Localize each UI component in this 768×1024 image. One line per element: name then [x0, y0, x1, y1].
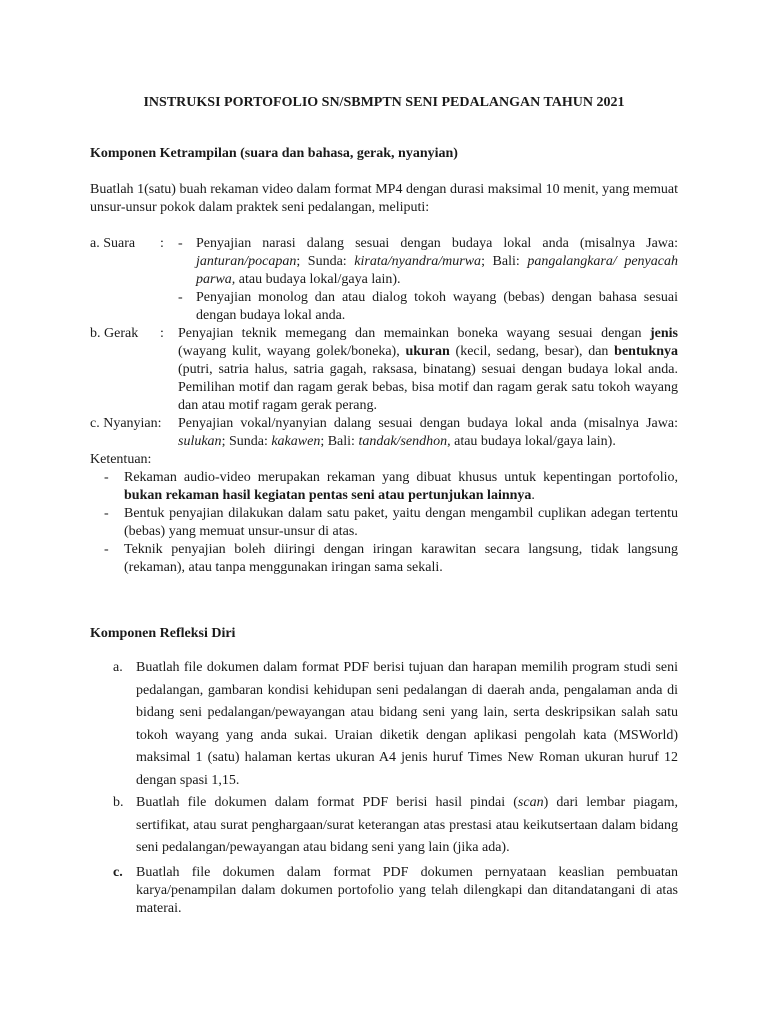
refleksi-item-a-text: Buatlah file dokumen dalam format PDF berisi tujuan dan harapan memilih program studi seni pedalangan, gambaran kondisi kehidupan seni pedalangan di daerah anda, pengalaman anda di bidang seni pedalangan/pewayangan atau bidang seni yang lain, serta deskripsikan salah satu tokoh wayang yang anda sukai. Uraian diketik dengan aplikasi pengolah kata (MSWorld) maksimal 1 (satu) halaman kertas ukuran A4 jenis huruf Times New Roman ukuran huruf 12 dengan spasi 1,15.	[136, 660, 678, 788]
text-run: Buatlah file dokumen dalam format PDF berisi hasil pindai (	[136, 795, 518, 810]
italic-term: kirata/nyandra/murwa	[354, 254, 482, 269]
text-run: .	[531, 488, 535, 503]
ketentuan-item-3	[90, 541, 678, 577]
dash-bullet: -	[104, 542, 109, 557]
italic-term: janturan/pocapan	[196, 254, 297, 269]
text-run: (wayang kulit, wayang golek/boneka),	[178, 344, 406, 359]
refleksi-item-c-text: Buatlah file dokumen dalam format PDF dokumen pernyataan keaslian pembuatan karya/penampilan dalam dokumen portofolio yang telah dilengkapi dan ditandatangani di atas materai.	[136, 865, 678, 916]
section-heading-ketrampilan: Komponen Ketrampilan (suara dan bahasa, gerak, nyanyian)	[90, 146, 458, 161]
dash-bullet: -	[104, 470, 109, 485]
text-run: Rekaman audio-video merupakan rekaman yang dibuat khusus untuk kepentingan portofolio,	[124, 470, 678, 485]
text-run: (kecil, sedang, besar), dan	[449, 344, 615, 359]
suara-subitem-1	[178, 235, 678, 289]
text-run: Teknik penyajian boleh diiringi dengan iringan karawitan secara langsung, tidak langsung (rekaman), atau tanpa menggunakan iringan sama sekali.	[124, 542, 678, 575]
refleksi-item-c	[113, 864, 678, 918]
italic-term: tandak/sendhon	[358, 434, 448, 449]
item-nyanyian	[90, 415, 678, 451]
text-run: Penyajian narasi dalang sesuai dengan budaya lokal anda (misalnya Jawa:	[196, 236, 678, 251]
dash-bullet: -	[104, 506, 109, 521]
ketrampilan-intro: Buatlah 1(satu) buah rekaman video dalam format MP4 dengan durasi maksimal 10 menit, yang memuat unsur-unsur pokok dalam praktek seni pedalangan, meliputi:	[90, 182, 678, 215]
dash-bullet: -	[178, 290, 183, 305]
item-gerak	[90, 325, 678, 415]
bold-term: bentuknya	[614, 344, 678, 359]
list-marker: b.	[113, 795, 124, 810]
dash-bullet: -	[178, 236, 183, 251]
refleksi-item-a	[113, 657, 678, 792]
text-run: atau budaya lokal/gaya lain).	[235, 272, 401, 287]
list-marker: c.	[113, 865, 123, 880]
ketrampilan-list	[90, 235, 678, 577]
text-run: Penyajian monolog dan atau dialog tokoh wayang (bebas) dengan bahasa sesuai dengan budaya lokal anda.	[196, 290, 678, 323]
italic-term: sulukan	[178, 434, 222, 449]
document-title: INSTRUKSI PORTOFOLIO SN/SBMPTN SENI PEDALANGAN TAHUN 2021	[143, 95, 625, 110]
section-heading-refleksi: Komponen Refleksi Diri	[90, 626, 236, 641]
text-run: ; Bali:	[481, 254, 528, 269]
text-run: Bentuk penyajian dilakukan dalam satu paket, yaitu dengan mengambil cuplikan adegan tertentu (bebas) yang memuat unsur-unsur di atas.	[124, 506, 678, 539]
text-run: ; Sunda:	[221, 434, 272, 449]
item-suara	[90, 235, 678, 325]
bold-term: bukan rekaman hasil kegiatan pentas seni atau pertunjukan lainnya	[124, 488, 532, 503]
item-gerak-label: b. Gerak	[90, 326, 139, 341]
list-marker: a.	[113, 660, 123, 675]
italic-term: pangalangkara/ penyacah parwa,	[196, 254, 678, 287]
text-run: ; Bali:	[320, 434, 359, 449]
text-run: ) dari lembar piagam, sertifikat, atau surat penghargaan/surat keterangan atas prestasi atau keikutsertaan dalam bidang seni pedalangan/pewayangan atau bidang seni yang lain (jika ada).	[136, 795, 678, 855]
item-nyanyian-label: c. Nyanyian:	[90, 416, 162, 431]
ketentuan	[90, 451, 678, 577]
suara-subitem-2	[178, 289, 678, 325]
item-suara-label: a. Suara	[90, 236, 136, 251]
text-run: ; Sunda:	[296, 254, 355, 269]
item-gerak-colon: :	[160, 326, 164, 341]
item-suara-colon: :	[160, 236, 164, 251]
ketentuan-label: Ketentuan:	[90, 452, 152, 467]
text-run: , atau budaya lokal/gaya lain).	[447, 434, 616, 449]
ketentuan-item-1	[90, 469, 678, 505]
bold-term: jenis	[650, 326, 678, 341]
text-run: (putri, satria halus, satria gagah, raksasa, binatang) sesuai dengan budaya lokal anda. Pemilihan motif dan ragam gerak bebas, bisa motif dan ragam gerak satu tokoh wayang dan atau motif ragam gerak perang.	[178, 362, 678, 413]
bold-term: ukuran	[405, 344, 450, 359]
text-run: Penyajian vokal/nyanyian dalang sesuai dengan budaya lokal anda (misalnya Jawa:	[178, 416, 678, 431]
italic-term: scan	[517, 795, 544, 810]
refleksi-item-b	[113, 792, 678, 860]
ketentuan-item-2	[90, 505, 678, 541]
italic-term: kakawen	[271, 434, 321, 449]
text-run: Penyajian teknik memegang dan memainkan boneka wayang sesuai dengan	[178, 326, 650, 341]
